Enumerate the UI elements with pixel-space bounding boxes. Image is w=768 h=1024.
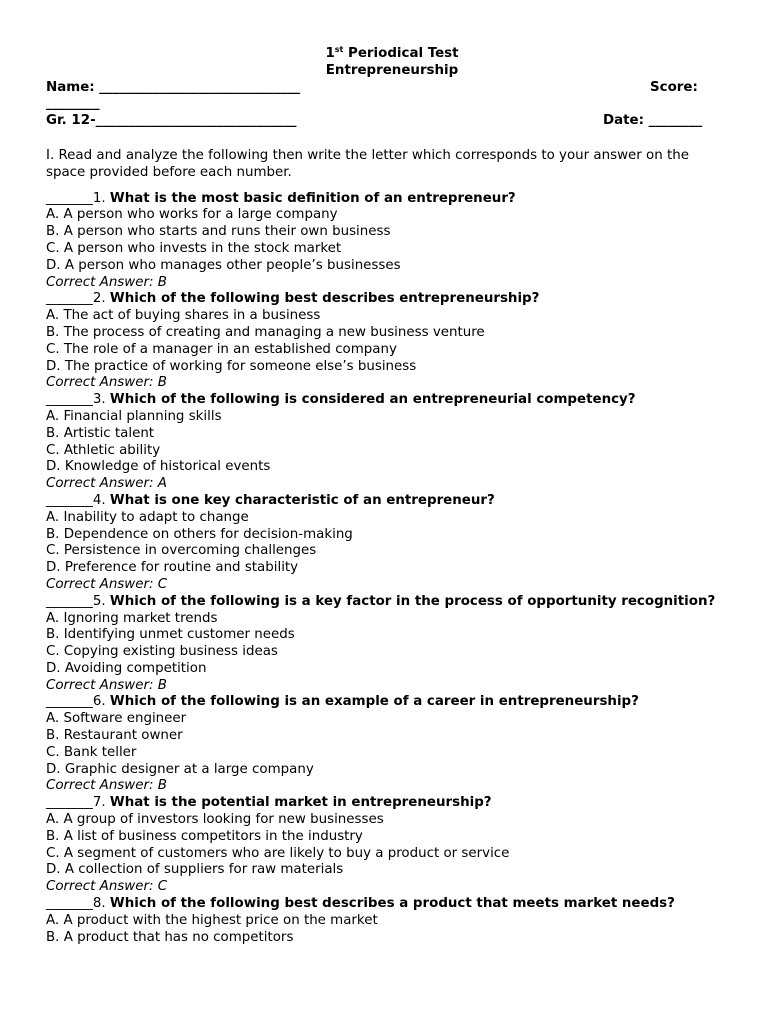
grade-field: Gr. 12-______________________________ [46, 113, 297, 129]
answer-option: A. Financial planning skills [46, 408, 222, 424]
question-number: 8. [92, 896, 110, 912]
question-line [46, 594, 726, 611]
question-item [46, 594, 726, 695]
correct-answer: Correct Answer: B [46, 778, 167, 794]
question-text: What is the most basic definition of an entrepreneur? [109, 190, 516, 206]
test-title [46, 42, 726, 63]
title-prefix: 1 [325, 46, 335, 61]
question-text: Which of the following is considered an entrepreneurial competency? [109, 392, 636, 408]
title-suffix: Periodical Test [343, 46, 459, 61]
question-number: 5. [92, 593, 110, 609]
answer-blank: _______ [46, 392, 93, 408]
answer-option: D. A collection of suppliers for raw materials [46, 862, 344, 878]
question-line [46, 694, 726, 711]
answer-blank: _______ [46, 291, 93, 307]
answer-option: C. Bank teller [46, 744, 137, 760]
answer-option: A. Ignoring market trends [46, 610, 218, 626]
answer-option: D. Knowledge of historical events [46, 459, 271, 475]
question-number: 3. [92, 392, 106, 408]
answer-option: A. A product with the highest price on the market [46, 912, 378, 928]
question-line [46, 896, 726, 913]
question-number: 4. [92, 492, 106, 508]
answer-blank: _______ [46, 795, 93, 811]
title-superscript: st [334, 45, 344, 54]
question-line [46, 191, 726, 208]
question-text: Which of the following best describes entrepreneurship? [109, 291, 540, 307]
answer-option: B. A product that has no competitors [46, 929, 294, 945]
correct-answer: Correct Answer: C [46, 879, 168, 895]
answer-option: B. The process of creating and managing a new business venture [46, 324, 485, 340]
answer-option: D. The practice of working for someone else’s business [46, 358, 417, 374]
correct-answer: Correct Answer: B [46, 677, 167, 693]
question-text: What is one key characteristic of an entrepreneur? [109, 492, 495, 508]
test-page [46, 42, 726, 946]
question-line [46, 392, 726, 409]
correct-answer: Correct Answer: A [46, 476, 167, 492]
correct-answer: Correct Answer: B [46, 375, 167, 391]
question-line [46, 291, 726, 308]
score-label: Score: [650, 79, 698, 95]
answer-option: D. Preference for routine and stability [46, 560, 299, 576]
name-field: Name: ______________________________ [46, 79, 301, 95]
question-text: Which of the following is an example of a career in entrepreneurship? [109, 694, 639, 710]
question-item [46, 392, 726, 493]
answer-option: D. A person who manages other people’s businesses [46, 257, 401, 273]
answer-option: C. A segment of customers who are likely to buy a product or service [46, 845, 510, 861]
score-blank-row [46, 96, 726, 113]
answer-option: D. Avoiding competition [46, 660, 207, 676]
question-item [46, 896, 726, 946]
question-text: Which of the following best describes a product that meets market needs? [109, 896, 675, 912]
answer-option: C. Persistence in overcoming challenges [46, 543, 317, 559]
question-item [46, 493, 726, 594]
answer-option: B. Dependence on others for decision-making [46, 526, 353, 542]
question-line [46, 795, 726, 812]
answer-blank: _______ [46, 190, 93, 206]
score-blank: ________ [46, 96, 100, 112]
question-number: 2. [92, 291, 106, 307]
question-item [46, 291, 726, 392]
answer-option: B. A list of business competitors in the industry [46, 828, 363, 844]
answer-blank: _______ [46, 492, 93, 508]
date-field: Date: ________ [603, 113, 703, 129]
answer-option: C. A person who invests in the stock market [46, 240, 342, 256]
question-item [46, 694, 726, 795]
question-number: 6. [92, 694, 106, 710]
answer-option: A. Inability to adapt to change [46, 509, 249, 525]
correct-answer: Correct Answer: B [46, 274, 167, 290]
question-line [46, 493, 726, 510]
answer-option: B. Artistic talent [46, 425, 155, 441]
answer-option: C. The role of a manager in an established company [46, 341, 397, 357]
question-item [46, 191, 726, 292]
answer-blank: _______ [46, 896, 93, 912]
grade-row [46, 113, 726, 130]
question-text: Which of the following is a key factor in the process of opportunity recognition? [109, 593, 716, 609]
answer-option: B. A person who starts and runs their own business [46, 224, 391, 240]
subject-title: Entrepreneurship [325, 62, 459, 78]
question-number: 7. [92, 795, 106, 811]
name-row [46, 80, 726, 97]
answer-blank: _______ [46, 694, 93, 710]
answer-option: C. Athletic ability [46, 442, 161, 458]
answer-option: D. Graphic designer at a large company [46, 761, 314, 777]
correct-answer: Correct Answer: C [46, 576, 168, 592]
question-number: 1. [92, 190, 106, 206]
answer-option: A. Software engineer [46, 711, 187, 727]
answer-option: A. A person who works for a large company [46, 207, 338, 223]
question-item [46, 795, 726, 896]
answer-option: A. The act of buying shares in a business [46, 308, 321, 324]
answer-option: A. A group of investors looking for new businesses [46, 812, 384, 828]
instructions: I. Read and analyze the following then write the letter which corresponds to your answer on the space provided before each number. [46, 147, 689, 180]
question-text: What is the potential market in entrepreneurship? [109, 795, 492, 811]
answer-blank: _______ [46, 593, 93, 609]
question-list [46, 191, 726, 947]
answer-option: B. Identifying unmet customer needs [46, 627, 295, 643]
answer-option: C. Copying existing business ideas [46, 644, 278, 660]
answer-option: B. Restaurant owner [46, 728, 183, 744]
